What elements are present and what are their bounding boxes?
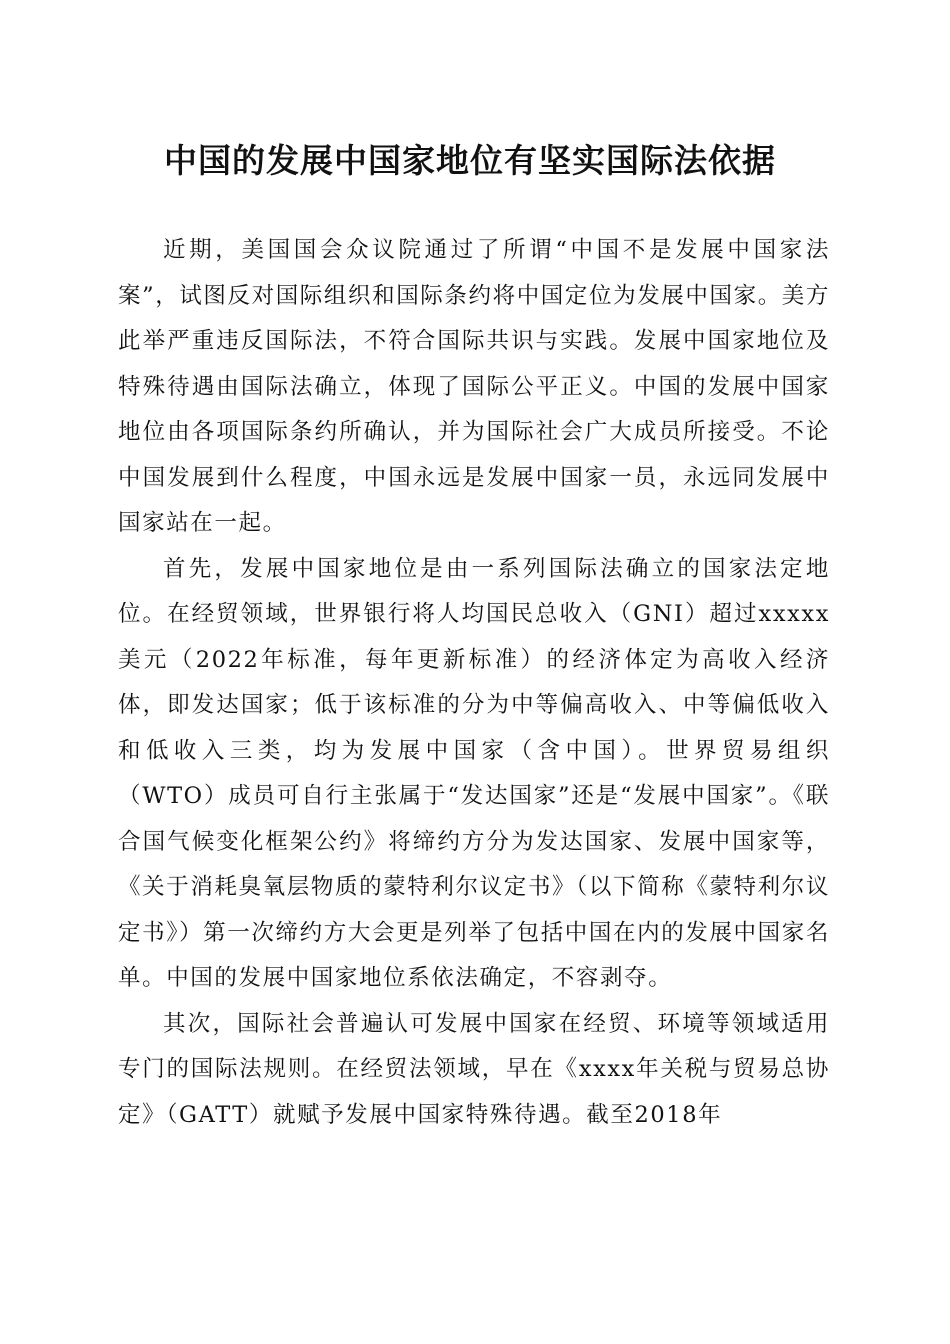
paragraph-first-point: 首先，发展中国家地位是由一系列国际法确立的国家法定地位。在经贸领域，世界银行将人均国民总收入（GNI）超过xxxxx美元（2022年标准，每年更新标准）的经济体定为高收入经济体，即发达国家；低于该标准的分为中等偏高收入、中等偏低收入和低收入三类，均为发展中国家（含中国）。世界贸易组织（WTO）成员可自行主张属于“发达国家”还是“发展中国家”。《联合国气候变化框架公约》将缔约方分为发达国家、发展中国家等，《关于消耗臭氧层物质的蒙特利尔议定书》（以下简称《蒙特利尔议定书》）第一次缔约方大会更是列举了包括中国在内的发展中国家名单。中国的发展中国家地位系依法确定，不容剥夺。 (118, 555, 830, 991)
document-body (118, 228, 830, 1138)
paragraph-intro: 近期，美国国会众议院通过了所谓“中国不是发展中国家法案”，试图反对国际组织和国际条约将中国定位为发展中国家。美方此举严重违反国际法，不符合国际共识与实践。发展中国家地位及特殊待遇由国际法确立，体现了国际公平正义。中国的发展中国家地位由各项国际条约所确认，并为国际社会广大成员所接受。不论中国发展到什么程度，中国永远是发展中国家一员，永远同发展中国家站在一起。 (118, 237, 831, 536)
paragraph-second-point: 其次，国际社会普遍认可发展中国家在经贸、环境等领域适用专门的国际法规则。在经贸法领域，早在《xxxx年关税与贸易总协定》（GATT）就赋予发展中国家特殊待遇。截至2018年 (118, 1010, 830, 1128)
document-title: 中国的发展中国家地位有坚实国际法依据 (164, 141, 776, 180)
